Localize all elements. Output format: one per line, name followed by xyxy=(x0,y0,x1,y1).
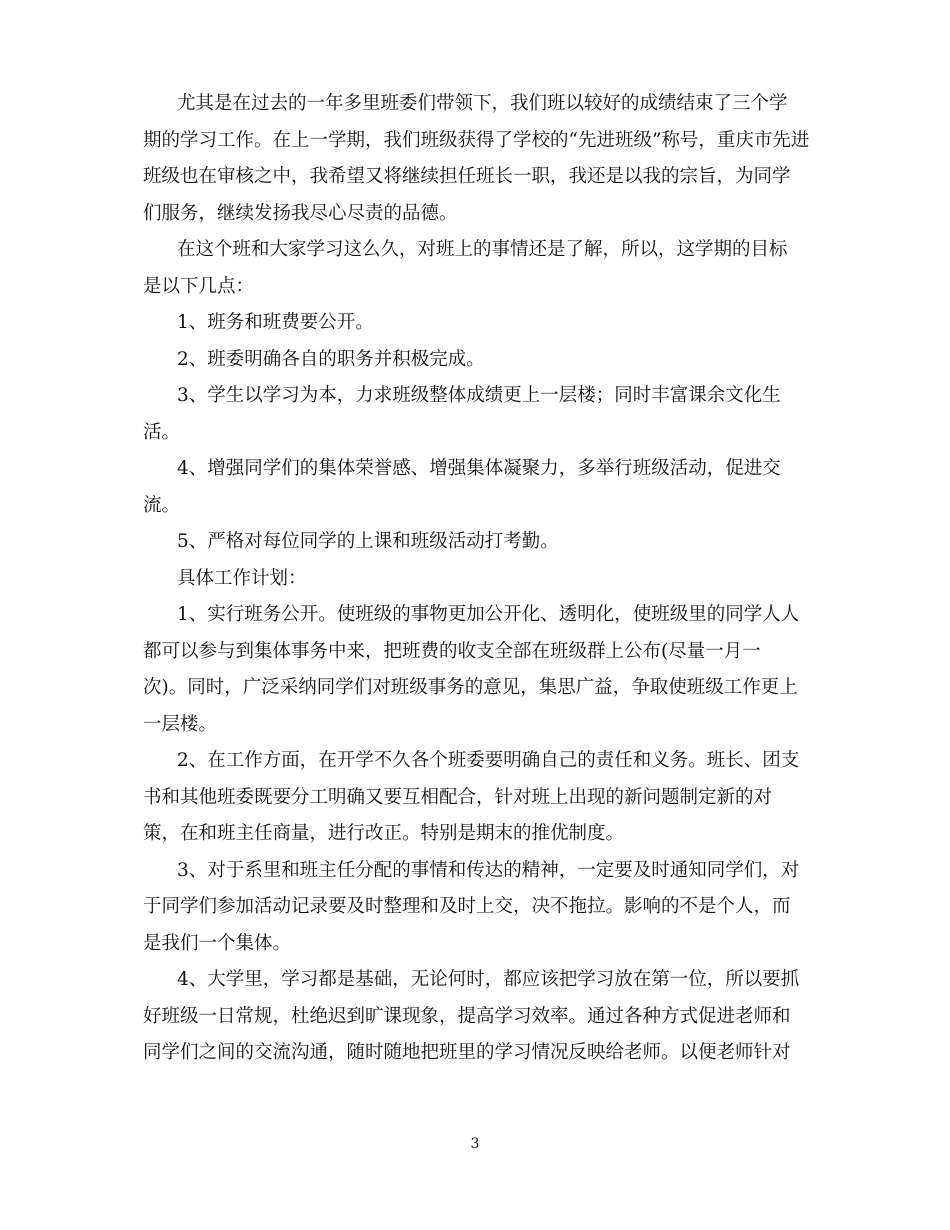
text-line: 是以下几点： xyxy=(143,275,255,297)
text-line: 3、学生以学习为本，力求班级整体成绩更上一层楼；同时丰富课余文化生 xyxy=(177,385,781,406)
text-line: 1、班务和班费要公开。 xyxy=(177,312,374,333)
goal-item-1 xyxy=(143,305,823,342)
text-line: 流。 xyxy=(143,494,181,516)
text-line: 策，在和班主任商量，进行改正。特别是期末的推优制度。 xyxy=(143,823,625,844)
text-line: 2、在工作方面，在开学不久各个班委要明确自己的责任和义务。班长、团支 xyxy=(177,750,800,771)
text-line: 4、大学里，学习都是基础，无论何时，都应该把学习放在第一位，所以要抓 xyxy=(177,969,800,990)
text-line: 尤其是在过去的一年多里班委们带领下，我们班以较好的成绩结束了三个学 xyxy=(177,93,788,114)
document-body xyxy=(143,86,823,1072)
paragraph-2 xyxy=(143,232,823,305)
text-line: 于同学们参加活动记录要及时整理和及时上交，决不拖拉。影响的不是个人，而 xyxy=(143,896,791,917)
section-heading-work-plan xyxy=(143,561,823,598)
text-line: 4、增强同学们的集体荣誉感、增强集体凝聚力，多举行班级活动，促进交 xyxy=(177,458,781,479)
text-line: 活。 xyxy=(143,421,181,443)
goal-item-4 xyxy=(143,451,823,524)
text-line: 5、严格对每位同学的上课和班级活动打考勤。 xyxy=(177,531,559,552)
plan-item-1 xyxy=(143,597,823,743)
text-line: 1、实行班务公开。使班级的事物更加公开化、透明化，使班级里的同学人人 xyxy=(177,604,800,625)
text-line: 书和其他班委既要分工明确又要互相配合，针对班上出现的新问题制定新的对 xyxy=(143,786,773,808)
text-line: 在这个班和大家学习这么久，对班上的事情还是了解，所以，这学期的目标 xyxy=(177,239,788,260)
text-line: 次)。同时，广泛采纳同学们对班级事务的意见，集思广益，争取使班级工作更上 xyxy=(143,677,798,698)
paragraph-1 xyxy=(143,86,823,232)
text-line: 同学们之间的交流沟通，随时随地把班里的学习情况反映给老师。以便老师针对 xyxy=(143,1042,791,1063)
plan-item-4 xyxy=(143,962,823,1072)
text-line: 是我们一个集体。 xyxy=(143,932,292,954)
goal-item-2 xyxy=(143,342,823,379)
goal-item-5 xyxy=(143,524,823,561)
text-line: 好班级一日常规，杜绝迟到旷课现象，提高学习效率。通过各种方式促进老师和 xyxy=(143,1005,791,1027)
text-line: 期的学习工作。在上一学期，我们班级获得了学校的“先进班级”称号，重庆市先进 xyxy=(143,129,810,151)
plan-item-2 xyxy=(143,743,823,853)
page-number: 3 xyxy=(470,1136,480,1152)
text-line: 都可以参与到集体事务中来，把班费的收支全部在班级群上公布(尽量一月一 xyxy=(143,640,761,662)
plan-item-3 xyxy=(143,853,823,963)
text-line: 3、对于系里和班主任分配的事情和传达的精神，一定要及时通知同学们，对 xyxy=(177,859,800,881)
text-line: 具体工作计划： xyxy=(177,567,307,589)
text-line: 一层楼。 xyxy=(143,713,218,735)
text-line: 们服务，继续发扬我尽心尽责的品德。 xyxy=(143,202,458,224)
text-line: 班级也在审核之中，我希望又将继续担任班长一职，我还是以我的宗旨，为同学 xyxy=(143,166,791,187)
goal-item-3 xyxy=(143,378,823,451)
text-line: 2、班委明确各自的职务并积极完成。 xyxy=(177,348,485,370)
